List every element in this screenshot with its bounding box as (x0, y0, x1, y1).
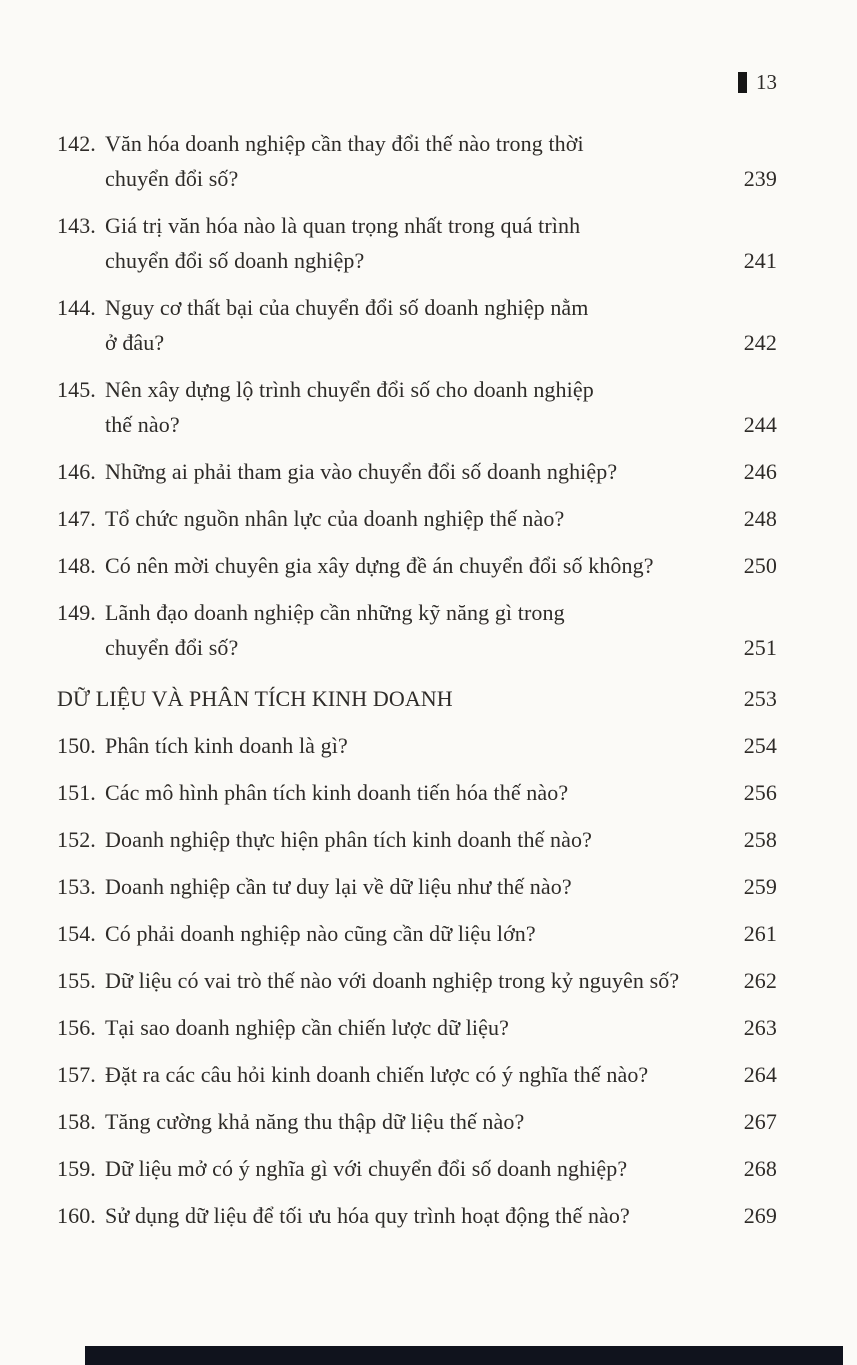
entry-page-number: 239 (743, 166, 777, 191)
table-of-contents (57, 126, 777, 1245)
entry-title: Lãnh đạo doanh nghiệp cần những kỹ năng gì trong chuyển đổi số? (105, 600, 565, 660)
toc-entry (57, 822, 777, 857)
section-title: DỮ LIỆU VÀ PHÂN TÍCH KINH DOANH (57, 686, 453, 711)
entry-title: Có nên mời chuyên gia xây dựng đề án chuyển đổi số không? (105, 553, 654, 578)
page-number-marker (738, 72, 747, 93)
entry-page-number: 242 (743, 330, 777, 355)
entry-page-number: 241 (743, 248, 777, 273)
entry-number: 151. (57, 780, 96, 805)
entry-number: 142. (57, 131, 96, 156)
toc-entry (57, 1198, 777, 1233)
entry-title: Nguy cơ thất bại của chuyển đổi số doanh nghiệp nằm ở đâu? (105, 295, 589, 355)
entry-page-number: 267 (743, 1109, 777, 1134)
entry-title: Doanh nghiệp thực hiện phân tích kinh doanh thế nào? (105, 827, 592, 852)
toc-entry (57, 1104, 777, 1139)
entry-page-number: 248 (743, 506, 777, 531)
entry-page-number: 256 (743, 780, 777, 805)
entry-title: Tại sao doanh nghiệp cần chiến lược dữ liệu? (105, 1015, 509, 1040)
entry-title: Sử dụng dữ liệu để tối ưu hóa quy trình hoạt động thế nào? (105, 1203, 630, 1228)
toc-entry (57, 775, 777, 810)
toc-entry (57, 1057, 777, 1092)
entry-page-number: 268 (743, 1156, 777, 1181)
toc-entry (57, 1010, 777, 1045)
entry-number: 160. (57, 1203, 96, 1228)
entry-page-number: 262 (743, 968, 777, 993)
entry-title: Đặt ra các câu hỏi kinh doanh chiến lược có ý nghĩa thế nào? (105, 1062, 649, 1087)
toc-entry (57, 728, 777, 763)
entry-page-number: 244 (743, 412, 777, 437)
entry-title: Tổ chức nguồn nhân lực của doanh nghiệp thế nào? (105, 506, 565, 531)
page-number: 13 (756, 70, 777, 94)
entry-title: Dữ liệu có vai trò thế nào với doanh nghiệp trong kỷ nguyên số? (105, 968, 680, 993)
entry-page-number: 259 (743, 874, 777, 899)
entry-page-number: 253 (743, 686, 777, 711)
entry-page-number: 258 (743, 827, 777, 852)
toc-entry (57, 595, 777, 665)
toc-entry (57, 1151, 777, 1186)
toc-entry (57, 916, 777, 951)
entry-number: 153. (57, 874, 96, 899)
entry-number: 144. (57, 295, 96, 320)
entry-number: 146. (57, 459, 96, 484)
toc-entry (57, 208, 777, 278)
entry-number: 145. (57, 377, 96, 402)
entry-page-number: 263 (743, 1015, 777, 1040)
entry-title: Những ai phải tham gia vào chuyển đổi số doanh nghiệp? (105, 459, 618, 484)
entry-title: Dữ liệu mở có ý nghĩa gì với chuyển đổi số doanh nghiệp? (105, 1156, 628, 1181)
entry-number: 155. (57, 968, 96, 993)
toc-entry (57, 548, 777, 583)
entry-number: 147. (57, 506, 96, 531)
entry-page-number: 246 (743, 459, 777, 484)
entry-number: 149. (57, 600, 96, 625)
entry-number: 159. (57, 1156, 96, 1181)
bottom-bar (85, 1346, 843, 1365)
entry-title: Có phải doanh nghiệp nào cũng cần dữ liệu lớn? (105, 921, 536, 946)
entry-number: 150. (57, 733, 96, 758)
toc-entry (57, 869, 777, 904)
entry-page-number: 264 (743, 1062, 777, 1087)
toc-entry (57, 372, 777, 442)
entry-page-number: 250 (743, 553, 777, 578)
entry-title: Giá trị văn hóa nào là quan trọng nhất trong quá trình chuyển đổi số doanh nghiệp? (105, 213, 581, 273)
entry-page-number: 254 (743, 733, 777, 758)
entry-title: Tăng cường khả năng thu thập dữ liệu thế nào? (105, 1109, 525, 1134)
entry-title: Các mô hình phân tích kinh doanh tiến hóa thế nào? (105, 780, 569, 805)
toc-entry (57, 454, 777, 489)
entry-number: 148. (57, 553, 96, 578)
toc-entry (57, 501, 777, 536)
entry-page-number: 251 (743, 635, 777, 660)
toc-section-heading (57, 681, 777, 716)
entry-number: 156. (57, 1015, 96, 1040)
entry-number: 154. (57, 921, 96, 946)
entry-title: Doanh nghiệp cần tư duy lại về dữ liệu như thế nào? (105, 874, 572, 899)
entry-number: 152. (57, 827, 96, 852)
entry-page-number: 269 (743, 1203, 777, 1228)
toc-entry (57, 963, 777, 998)
entry-title: Văn hóa doanh nghiệp cần thay đổi thế nào trong thời chuyển đổi số? (105, 131, 584, 191)
entry-number: 158. (57, 1109, 96, 1134)
entry-number: 157. (57, 1062, 96, 1087)
entry-page-number: 261 (743, 921, 777, 946)
entry-number: 143. (57, 213, 96, 238)
entry-title: Nên xây dựng lộ trình chuyển đổi số cho doanh nghiệp thế nào? (105, 377, 594, 437)
entry-title: Phân tích kinh doanh là gì? (105, 733, 348, 758)
page-header (738, 72, 777, 93)
toc-entry (57, 290, 777, 360)
toc-entry (57, 126, 777, 196)
